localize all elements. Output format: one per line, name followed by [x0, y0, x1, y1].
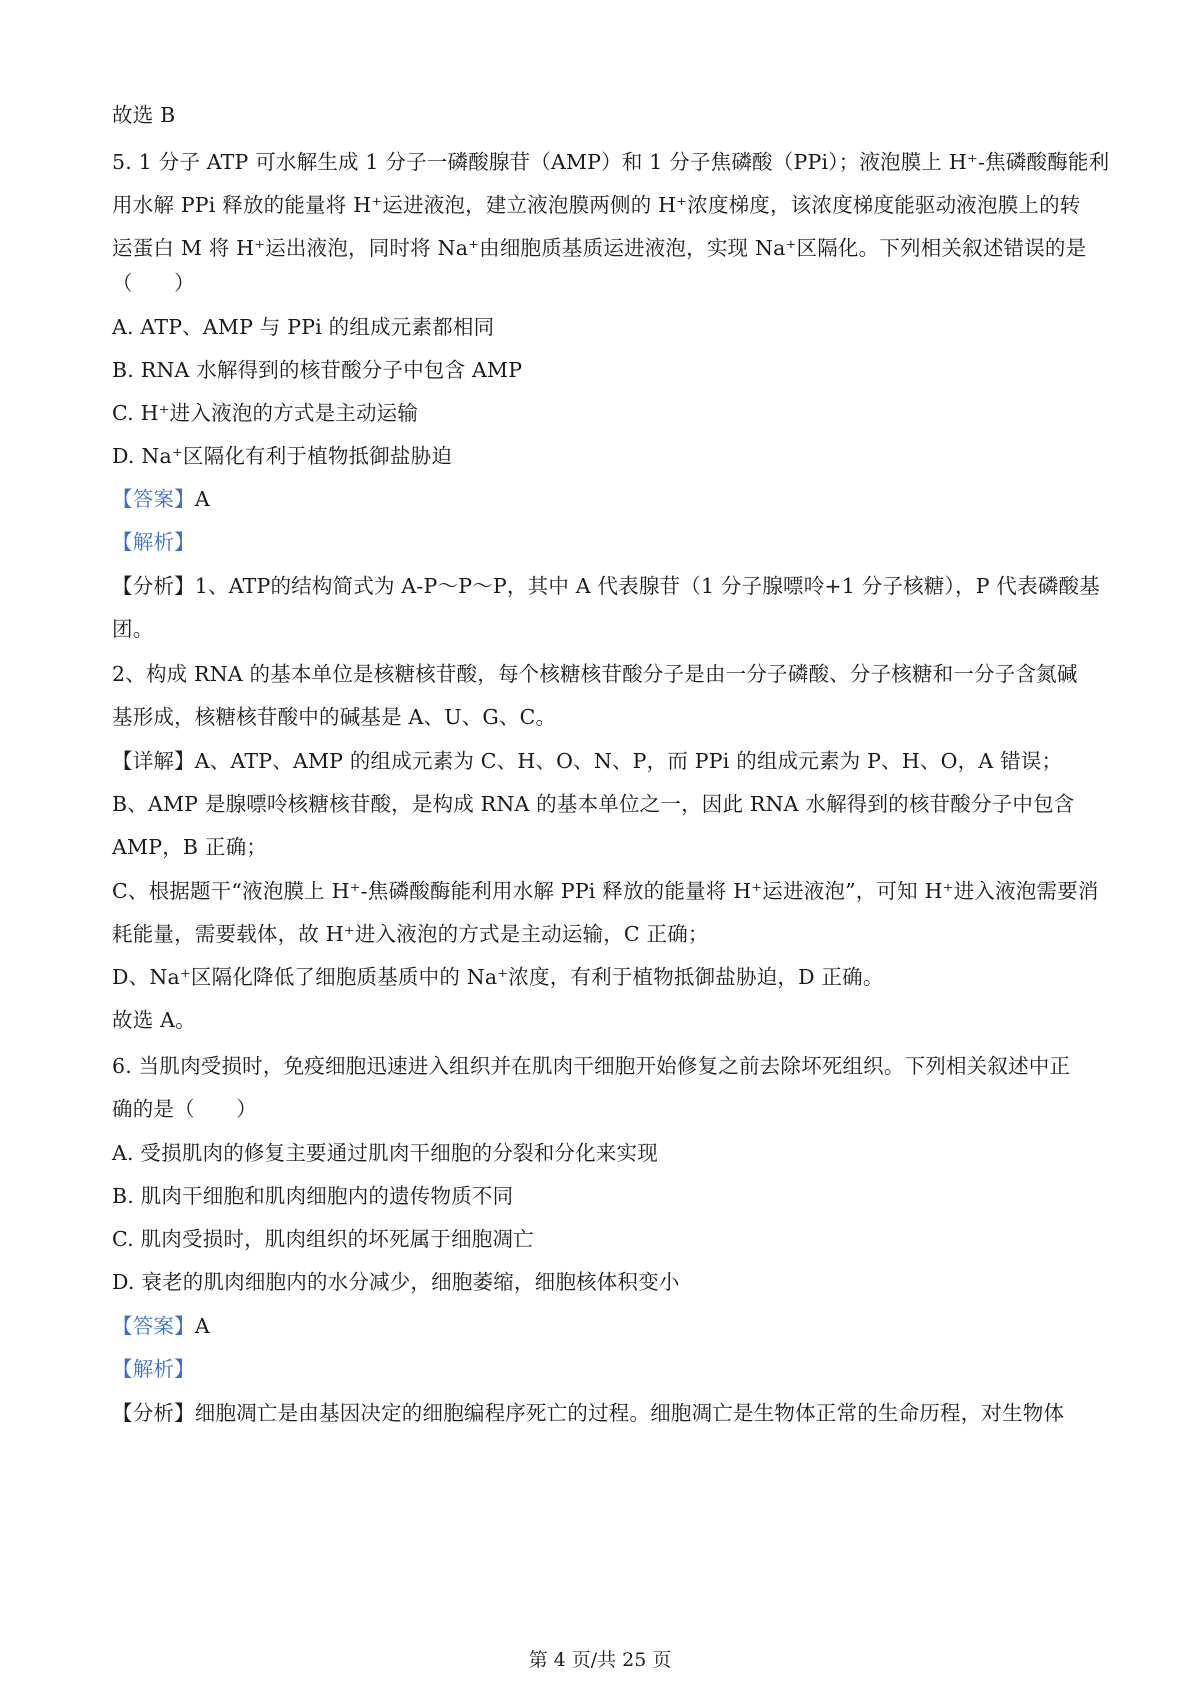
answer-tag: 【答案】	[112, 1314, 195, 1338]
option-line: C. 肌肉受损时，肌肉组织的坏死属于细胞凋亡	[112, 1227, 534, 1251]
text-line: 【分析】1、ATP的结构简式为 A-P～P～P，其中 A 代表腺苷（1 分子腺嘌呤+1 分子核糖），P 代表磷酸基	[112, 574, 1100, 598]
text-line: （ ）	[112, 271, 195, 295]
analysis-heading	[112, 1354, 195, 1384]
option-line: B. 肌肉干细胞和肌肉细胞内的遗传物质不同	[112, 1184, 514, 1208]
answer-tag: 【答案】	[112, 487, 195, 511]
analysis-tag: 【解析】	[112, 1357, 195, 1381]
text-line: 2、构成 RNA 的基本单位是核糖核苷酸，每个核糖核苷酸分子是由一分子磷酸、分子核糖和一分子含氮碱	[112, 662, 1078, 686]
text-line: 【详解】A、ATP、AMP 的组成元素为 C、H、O、N、P，而 PPi 的组成元素为 P、H、O，A 错误；	[112, 749, 1063, 773]
text-line: C、根据题干“液泡膜上 H⁺-焦磷酸酶能利用水解 PPi 释放的能量将 H⁺运进液泡”，可知 H⁺进入液泡需要消	[112, 879, 1099, 903]
analysis-tag: 【解析】	[112, 530, 195, 554]
option-line: A. 受损肌肉的修复主要通过肌肉干细胞的分裂和分化来实现	[112, 1141, 658, 1165]
option-line: C. H⁺进入液泡的方式是主动运输	[112, 401, 419, 425]
text-line: AMP，B 正确；	[112, 835, 267, 859]
text-line: 耗能量，需要载体，故 H⁺进入液泡的方式是主动运输，C 正确；	[112, 922, 709, 946]
page-footer: 第 4 页/共 25 页	[528, 1649, 672, 1671]
answer-line: 【答案】A	[112, 487, 210, 511]
option-line: D. Na⁺区隔化有利于植物抵御盐胁迫	[112, 444, 453, 468]
text-line: 故选 A。	[112, 1008, 196, 1032]
answer-line: 【答案】A	[112, 1314, 210, 1338]
text-line: B、AMP 是腺嘌呤核糖核苷酸，是构成 RNA 的基本单位之一，因此 RNA 水解得到的核苷酸分子中包含	[112, 792, 1075, 816]
text-line: 团。	[112, 617, 154, 641]
text-line: 故选 B	[112, 103, 176, 127]
text-line: 5. 1 分子 ATP 可水解生成 1 分子一磷酸腺苷（AMP）和 1 分子焦磷酸（PPi）；液泡膜上 H⁺-焦磷酸酶能利	[112, 150, 1110, 174]
text-line: 【分析】细胞凋亡是由基因决定的细胞编程序死亡的过程。细胞凋亡是生物体正常的生命历程，对生物体	[112, 1401, 1065, 1425]
text-line: 运蛋白 M 将 H⁺运出液泡，同时将 Na⁺由细胞质基质运进液泡，实现 Na⁺区隔化。下列相关叙述错误的是	[112, 236, 1087, 260]
text-line: 用水解 PPi 释放的能量将 H⁺运进液泡，建立液泡膜两侧的 H⁺浓度梯度，该浓度梯度能驱动液泡膜上的转	[112, 193, 1081, 217]
option-line: D. 衰老的肌肉细胞内的水分减少，细胞萎缩，细胞核体积变小	[112, 1270, 680, 1294]
option-line: A. ATP、AMP 与 PPi 的组成元素都相同	[112, 315, 495, 339]
text-line: 6. 当肌肉受损时，免疫细胞迅速进入组织并在肌肉干细胞开始修复之前去除坏死组织。下列相关叙述中正	[112, 1054, 1071, 1078]
text-line: D、Na⁺区隔化降低了细胞质基质中的 Na⁺浓度，有利于植物抵御盐胁迫，D 正确。	[112, 965, 884, 989]
analysis-heading	[112, 527, 195, 557]
option-line: B. RNA 水解得到的核苷酸分子中包含 AMP	[112, 358, 523, 382]
text-line: 确的是（ ）	[112, 1097, 257, 1121]
text-line: 基形成，核糖核苷酸中的碱基是 A、U、G、C。	[112, 705, 557, 729]
